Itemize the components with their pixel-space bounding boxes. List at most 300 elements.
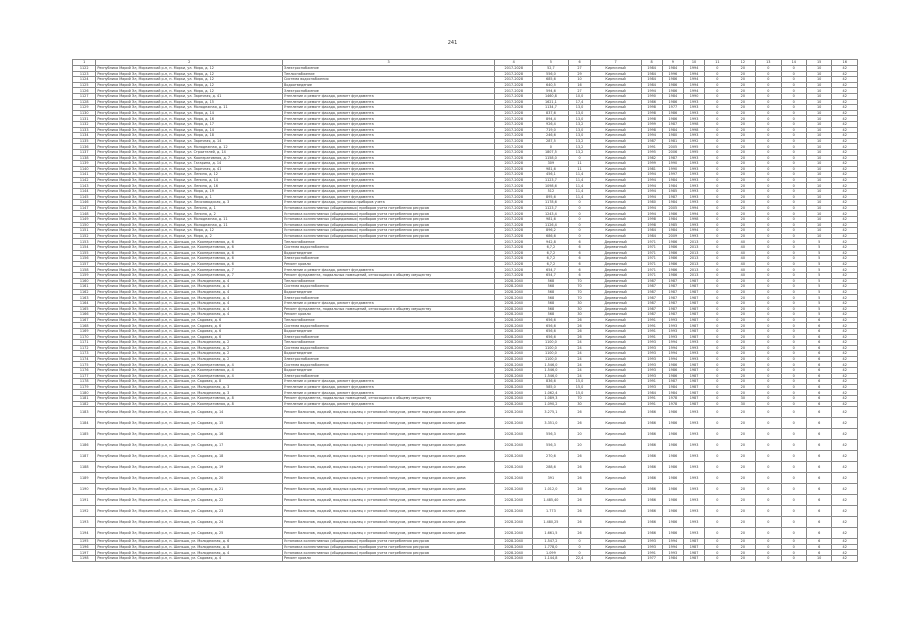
table-cell: Республика Марий Эл, Моркинский р-н, п. Шиньша, ул. Садовая, д. 8 xyxy=(96,379,283,385)
table-cell: 3.275,1 xyxy=(533,407,569,418)
table-cell: 0 xyxy=(569,155,590,161)
table-cell: 20 xyxy=(730,473,755,484)
table-cell: 2013 xyxy=(683,245,704,251)
table-cell: 1986 xyxy=(662,116,683,122)
table-cell: 1993 xyxy=(683,172,704,178)
table-cell: 1152 xyxy=(73,233,96,239)
table-cell: 16 xyxy=(569,82,590,88)
table-cell: 0 xyxy=(781,183,806,189)
table-cell: 1170 xyxy=(73,334,96,340)
table-cell: 2017-2028 xyxy=(495,256,533,262)
table-cell: 42 xyxy=(832,462,858,473)
table-cell: Кирпичный xyxy=(590,362,641,368)
table-cell: 42 xyxy=(832,312,858,318)
table-row xyxy=(73,418,858,429)
table-cell: 1169 xyxy=(73,328,96,334)
table-cell: 656,6 xyxy=(533,317,569,323)
table-cell: Республика Марий Эл, Моркинский р-н, п. Шиньша, ул. Садовая, д. 15 xyxy=(96,418,283,429)
table-cell: Утепление и ремонт фасада, ремонт фундамента xyxy=(283,267,495,273)
table-cell: 1993 xyxy=(641,539,662,545)
table-cell: 0 xyxy=(781,144,806,150)
table-cell: 0 xyxy=(756,418,781,429)
table-cell: 1994 xyxy=(683,71,704,77)
table-cell: 2028-2040 xyxy=(495,544,533,550)
table-cell: 10 xyxy=(806,110,831,116)
table-cell: Кирпичный xyxy=(590,407,641,418)
table-cell: Республика Марий Эл, Моркинский р-н, п. Шиньша, ул. Садовая, д. 25 xyxy=(96,528,283,539)
table-cell: 1986 xyxy=(641,440,662,451)
table-cell: 0 xyxy=(756,77,781,83)
table-cell: 1984 xyxy=(641,82,662,88)
table-cell: 20 xyxy=(730,368,755,374)
table-cell: 837,6 xyxy=(533,110,569,116)
table-cell: 0 xyxy=(705,200,730,206)
table-cell: 26 xyxy=(569,528,590,539)
table-cell: 0 xyxy=(781,295,806,301)
table-cell: 836,6 xyxy=(533,379,569,385)
table-cell: Кирпичный xyxy=(590,189,641,195)
table-cell: 0 xyxy=(705,451,730,462)
table-cell: 1977 xyxy=(641,556,662,562)
table-cell: Республика Марий Эл, Моркинский р-н, п. Морки, ул. Мира, д. 14 xyxy=(96,110,283,116)
table-cell: 6 xyxy=(569,239,590,245)
table-cell: 42 xyxy=(832,177,858,183)
table-cell: Республика Марий Эл, Моркинский р-н, п. Шиньша, ул. Молодежная, д. 4 xyxy=(96,278,283,284)
table-cell: Кирпичный xyxy=(590,222,641,228)
table-cell: Установка коллективных (общедомовых) приборов учета потребления ресурсов xyxy=(283,222,495,228)
table-cell: 1986 xyxy=(662,368,683,374)
table-cell: Кирпичный xyxy=(590,144,641,150)
table-cell: 1998 xyxy=(683,127,704,133)
table-cell: Республика Марий Эл, Моркинский р-н, п. Морки, ул. Молодежная, д. 11 xyxy=(96,222,283,228)
table-cell: 0 xyxy=(705,161,730,167)
table-cell: 2017-2028 xyxy=(495,166,533,172)
table-cell: 30 xyxy=(569,312,590,318)
table-cell: 42 xyxy=(832,544,858,550)
table-cell: Кирпичный xyxy=(590,345,641,351)
table-cell: 0 xyxy=(756,306,781,312)
table-cell: Республика Марий Эл, Моркинский р-н, п. Морки, ул. Мира, д. 14 xyxy=(96,127,283,133)
table-cell: Кирпичный xyxy=(590,82,641,88)
table-cell: 0 xyxy=(569,200,590,206)
table-cell: 1177 xyxy=(73,373,96,379)
table-cell: 1168 xyxy=(73,323,96,329)
table-cell: 20 xyxy=(730,177,755,183)
table-cell: 1993 xyxy=(641,384,662,390)
table-cell: 1984 xyxy=(662,127,683,133)
table-cell: 0 xyxy=(705,116,730,122)
table-cell: 2017-2028 xyxy=(495,194,533,200)
table-cell: 0 xyxy=(756,484,781,495)
table-cell: 24 xyxy=(569,373,590,379)
table-cell: 0 xyxy=(756,556,781,562)
table-cell: 42 xyxy=(832,217,858,223)
table-cell: 1993 xyxy=(683,473,704,484)
table-cell: 0 xyxy=(756,71,781,77)
table-cell: 30 xyxy=(569,306,590,312)
column-header: 12 xyxy=(730,60,755,66)
table-cell: 0 xyxy=(705,362,730,368)
table-row xyxy=(73,451,858,462)
table-cell: Республика Марий Эл, Моркинский р-н, п. Морки, ул. Молодежная, д. 11 xyxy=(96,105,283,111)
table-cell: 0 xyxy=(781,239,806,245)
table-cell: 0 xyxy=(781,256,806,262)
table-cell: 13,2 xyxy=(569,138,590,144)
table-cell: 1186 xyxy=(73,440,96,451)
table-cell: 2017-2028 xyxy=(495,161,533,167)
table-cell: 42 xyxy=(832,71,858,77)
table-row xyxy=(73,506,858,517)
table-cell: 42 xyxy=(832,356,858,362)
table-cell: 1460,8 xyxy=(533,93,569,99)
table-cell: 1987 xyxy=(683,300,704,306)
table-cell: 42 xyxy=(832,250,858,256)
table-cell: Республика Марий Эл, Моркинский р-н, п. Морки, ул. Мира, д. 12 xyxy=(96,66,283,72)
table-cell: 0 xyxy=(705,71,730,77)
table-cell: 1158 xyxy=(73,267,96,273)
table-cell: 1995 xyxy=(683,149,704,155)
table-cell: 0 xyxy=(781,484,806,495)
column-header: 3 xyxy=(283,60,495,66)
table-cell: 6 xyxy=(569,261,590,267)
table-cell: 20 xyxy=(730,71,755,77)
table-cell: 20 xyxy=(730,506,755,517)
table-cell: 42 xyxy=(832,368,858,374)
table-cell: 0 xyxy=(781,328,806,334)
table-cell: Теплоснабжение xyxy=(283,317,495,323)
table-cell: 1130 xyxy=(73,110,96,116)
table-cell: 0 xyxy=(705,539,730,545)
table-cell: 2028-2040 xyxy=(495,390,533,396)
table-cell: 1100,0 xyxy=(533,351,569,357)
table-cell: 0 xyxy=(781,278,806,284)
table-cell: 2013 xyxy=(683,267,704,273)
table-cell: 42 xyxy=(832,284,858,290)
table-cell: 0 xyxy=(705,340,730,346)
column-header: 10 xyxy=(683,60,704,66)
table-cell: 1990 xyxy=(683,93,704,99)
table-cell: 6 xyxy=(806,351,831,357)
table-cell: 42 xyxy=(832,418,858,429)
table-cell: 1987 xyxy=(641,138,662,144)
table-cell: 24 xyxy=(569,351,590,357)
table-cell: 0 xyxy=(756,133,781,139)
table-cell: 1181 xyxy=(73,396,96,402)
table-cell: 2017-2028 xyxy=(495,228,533,234)
table-cell: 0 xyxy=(756,539,781,545)
table-cell: 0 xyxy=(756,390,781,396)
table-cell: 42 xyxy=(832,550,858,556)
data-table-container xyxy=(72,59,858,562)
table-cell: 70 xyxy=(569,396,590,402)
table-cell: 20 xyxy=(730,451,755,462)
table-cell: 1987 xyxy=(662,289,683,295)
table-cell: 52,7 xyxy=(533,66,569,72)
table-cell: 2028-2040 xyxy=(495,300,533,306)
table-cell: 2005 xyxy=(662,144,683,150)
table-cell: 10 xyxy=(806,116,831,122)
table-cell: 1149 xyxy=(73,217,96,223)
table-cell: 0 xyxy=(756,368,781,374)
table-cell: 0 xyxy=(756,440,781,451)
table-cell: 2028-2040 xyxy=(495,373,533,379)
table-cell: 894,4 xyxy=(533,116,569,122)
table-cell: Республика Марий Эл, Моркинский р-н, п. Морки, ул. Мира, д. 12 xyxy=(96,228,283,234)
table-cell: 1180 xyxy=(73,390,96,396)
table-cell: 1.661,5 xyxy=(533,528,569,539)
table-cell: Теплоснабжение xyxy=(283,71,495,77)
table-cell: 0 xyxy=(705,373,730,379)
table-cell: Теплоснабжение xyxy=(283,340,495,346)
table-cell: 42 xyxy=(832,429,858,440)
table-cell: 1993 xyxy=(641,340,662,346)
table-cell: Кирпичный xyxy=(590,177,641,183)
table-cell: Водоотведение xyxy=(283,82,495,88)
table-cell: 0 xyxy=(705,99,730,105)
table-cell: 981,6 xyxy=(533,166,569,172)
table-cell: 1986 xyxy=(662,517,683,528)
table-cell: 686,6 xyxy=(533,233,569,239)
table-cell: Республика Марий Эл, Моркинский р-н, п. Шиньша, ул. Кооперативная, д. 8 xyxy=(96,401,283,407)
table-cell: 0 xyxy=(756,222,781,228)
table-cell: 1984 xyxy=(641,228,662,234)
table-cell: 0 xyxy=(756,328,781,334)
table-cell: 42 xyxy=(832,384,858,390)
table-cell: 42 xyxy=(832,110,858,116)
table-cell: 1986 xyxy=(641,506,662,517)
table-cell: 895,6 xyxy=(533,194,569,200)
table-cell: 0 xyxy=(705,556,730,562)
table-cell: 1984 xyxy=(662,93,683,99)
table-cell: 0 xyxy=(781,544,806,550)
table-cell: Республика Марий Эл, Моркинский р-н, п. Морки, ул. Ленина, д. 16 xyxy=(96,183,283,189)
table-cell: 0 xyxy=(781,550,806,556)
table-cell: Деревянный xyxy=(590,256,641,262)
table-cell: Республика Марий Эл, Моркинский р-н, п. Шиньша, ул. Молодежная, д. 4 xyxy=(96,312,283,318)
table-cell: 0 xyxy=(781,373,806,379)
table-cell: 20 xyxy=(730,390,755,396)
table-cell: 0 xyxy=(781,205,806,211)
table-cell: 6,7,2 xyxy=(533,256,569,262)
table-cell: 26 xyxy=(569,328,590,334)
table-cell: Республика Марий Эл, Моркинский р-н, п. Шиньша, ул. Садовая, д. 6 xyxy=(96,334,283,340)
table-cell: 1980 xyxy=(641,200,662,206)
table-cell: 0 xyxy=(705,312,730,318)
table-cell: 1162 xyxy=(73,289,96,295)
table-cell: Кирпичный xyxy=(590,544,641,550)
table-cell: 0 xyxy=(756,473,781,484)
table-cell: 42 xyxy=(832,272,858,278)
table-cell: 1986 xyxy=(662,528,683,539)
table-cell: 15,0 xyxy=(569,390,590,396)
table-cell: 1.089,3 xyxy=(533,396,569,402)
table-cell: 42 xyxy=(832,99,858,105)
table-cell: Республика Марий Эл, Моркинский р-н, п. Шиньша, ул. Молодежная, д. 2 xyxy=(96,340,283,346)
table-cell: 1159 xyxy=(73,272,96,278)
table-cell: 2028-2040 xyxy=(495,312,533,318)
table-cell: 2017-2028 xyxy=(495,66,533,72)
table-cell: 13,0 xyxy=(569,105,590,111)
table-cell: 30 xyxy=(569,401,590,407)
table-cell: 1987 xyxy=(641,289,662,295)
table-cell: 1137 xyxy=(73,149,96,155)
table-cell: 20 xyxy=(730,99,755,105)
table-cell: 1995 xyxy=(683,144,704,150)
table-cell: 1971 xyxy=(641,250,662,256)
table-cell: Кирпичный xyxy=(590,517,641,528)
table-cell: 1984 xyxy=(641,233,662,239)
table-cell: 1195 xyxy=(73,539,96,545)
table-cell: 0 xyxy=(781,506,806,517)
table-cell: Республика Марий Эл, Моркинский р-н, п. Шиньша, ул. Садовая, д. 17 xyxy=(96,440,283,451)
table-cell: 0 xyxy=(781,261,806,267)
table-cell: 0 xyxy=(705,429,730,440)
table-cell: 42 xyxy=(832,205,858,211)
table-cell: Кирпичный xyxy=(590,93,641,99)
table-cell: Республика Марий Эл, Моркинский р-н, п. Шиньша, ул. Кооперативная, д. 7 xyxy=(96,267,283,273)
table-cell: 42 xyxy=(832,517,858,528)
table-cell: Ремонт фундамента, подвальных помещений, относящихся к общему имуществу xyxy=(283,306,495,312)
table-cell: 1145 xyxy=(73,194,96,200)
table-cell: 2017-2028 xyxy=(495,121,533,127)
table-cell: 42 xyxy=(832,189,858,195)
table-cell: 20 xyxy=(730,228,755,234)
table-cell: 0 xyxy=(705,77,730,83)
table-cell: 1984 xyxy=(662,217,683,223)
table-cell: 42 xyxy=(832,396,858,402)
table-cell: Республика Марий Эл, Моркинский р-н, п. Шиньша, ул. Молодежная, д. 4 xyxy=(96,306,283,312)
table-cell: 1987 xyxy=(662,155,683,161)
table-cell: 0 xyxy=(781,127,806,133)
table-cell: 1984 xyxy=(641,77,662,83)
table-cell: 6 xyxy=(806,506,831,517)
table-cell: 20 xyxy=(730,317,755,323)
table-cell: 6 xyxy=(806,401,831,407)
table-cell: 0 xyxy=(705,396,730,402)
table-cell: 20 xyxy=(730,133,755,139)
table-cell: Республика Марий Эл, Моркинский р-н, п. Шиньша, ул. Молодежная, д. 4 xyxy=(96,284,283,290)
table-cell: 42 xyxy=(832,116,858,122)
table-cell: Кирпичный xyxy=(590,379,641,385)
table-cell: 1987 xyxy=(683,323,704,329)
table-cell: 1993 xyxy=(683,418,704,429)
table-cell: 20 xyxy=(730,418,755,429)
table-cell: 42 xyxy=(832,261,858,267)
table-cell: 20 xyxy=(730,362,755,368)
table-cell: 1183 xyxy=(73,407,96,418)
table-cell: 1993 xyxy=(641,351,662,357)
table-cell: Система водоснабжения xyxy=(283,345,495,351)
table-cell: 1994 xyxy=(641,183,662,189)
table-cell: 42 xyxy=(832,105,858,111)
table-cell: 11,4 xyxy=(569,183,590,189)
table-cell: 1174 xyxy=(73,356,96,362)
table-cell: 1987 xyxy=(662,194,683,200)
table-cell: 1132 xyxy=(73,121,96,127)
table-cell: Республика Марий Эл, Моркинский р-н, п. Шиньша, ул. Садовая, д. 14 xyxy=(96,407,283,418)
table-cell: 20 xyxy=(730,429,755,440)
table-cell: 1987 xyxy=(683,306,704,312)
table-cell: Ремонт балконов, лоджий, входных крылец с установкой пандусов, ремонт подъездов жилого дома xyxy=(283,418,495,429)
table-cell: 926,4 xyxy=(533,121,569,127)
table-cell: 10 xyxy=(806,194,831,200)
table-cell: 391 xyxy=(533,473,569,484)
table-cell: 0 xyxy=(756,429,781,440)
table-cell: 42 xyxy=(832,127,858,133)
table-cell: 1993 xyxy=(683,495,704,506)
table-cell: 1151 xyxy=(73,228,96,234)
table-cell: 20 xyxy=(730,172,755,178)
table-cell: Кирпичный xyxy=(590,105,641,111)
table-cell: 1182 xyxy=(73,401,96,407)
table-cell: Республика Марий Эл, Моркинский р-н, п. Морки, ул. Мира, д. 12 xyxy=(96,88,283,94)
table-cell: 1993 xyxy=(683,194,704,200)
table-cell: 42 xyxy=(832,93,858,99)
table-cell: 2028-2040 xyxy=(495,473,533,484)
table-cell: 1994 xyxy=(683,228,704,234)
table-cell: 1994 xyxy=(662,340,683,346)
table-cell: 1100,0 xyxy=(533,356,569,362)
table-cell: 5 xyxy=(806,272,831,278)
table-cell: 654,7 xyxy=(533,267,569,273)
table-cell: 1986 xyxy=(641,462,662,473)
table-cell: Республика Марий Эл, Моркинский р-н, п. Шиньша, ул. Молодежная, д. 4 xyxy=(96,550,283,556)
table-cell: 10 xyxy=(806,161,831,167)
table-cell: 0 xyxy=(781,429,806,440)
table-cell: 1987 xyxy=(683,289,704,295)
table-cell: 10 xyxy=(569,77,590,83)
table-cell: Республика Марий Эл, Моркинский р-н, п. Шиньша, ул. Молодежная, д. 2 xyxy=(96,356,283,362)
table-cell: 1986 xyxy=(662,82,683,88)
table-cell: Республика Марий Эл, Моркинский р-н, п. Морки, ул. Молодежная, д. 11 xyxy=(96,217,283,223)
table-cell: Кирпичный xyxy=(590,550,641,556)
table-cell: 1994 xyxy=(662,356,683,362)
table-cell: 11,4 xyxy=(569,194,590,200)
table-cell: 1994 xyxy=(683,82,704,88)
table-cell: 1978 xyxy=(662,401,683,407)
table-cell: Кирпичный xyxy=(590,323,641,329)
table-cell: 1194 xyxy=(73,528,96,539)
table-cell: 2013 xyxy=(683,239,704,245)
table-cell: 42 xyxy=(832,317,858,323)
table-cell: 1986 xyxy=(662,110,683,116)
table-cell: 1987 xyxy=(683,334,704,340)
table-cell: 10 xyxy=(806,189,831,195)
table-cell: 20 xyxy=(730,217,755,223)
table-cell: 1156 xyxy=(73,256,96,262)
table-cell: 1142 xyxy=(73,177,96,183)
table-cell: 10 xyxy=(806,217,831,223)
table-cell: 5 xyxy=(806,289,831,295)
table-cell: 1124 xyxy=(73,77,96,83)
table-cell: Утепление и ремонт фасада, установка приборов учета xyxy=(283,200,495,206)
table-cell: 24 xyxy=(569,356,590,362)
table-cell: 40 xyxy=(730,239,755,245)
table-cell: 42 xyxy=(832,506,858,517)
table-cell: Утепление и ремонт фасада, ремонт фундамента xyxy=(283,99,495,105)
table-cell: 2017-2028 xyxy=(495,177,533,183)
table-cell: 42 xyxy=(832,233,858,239)
table-cell: Республика Марий Эл, Моркинский р-н, п. Шиньша, ул. Кооперативная, д. 4 xyxy=(96,373,283,379)
table-cell: 42 xyxy=(832,556,858,562)
table-cell: 1993 xyxy=(683,116,704,122)
table-cell: Кирпичный xyxy=(590,334,641,340)
table-cell: 1146 xyxy=(73,200,96,206)
table-cell: 1987 xyxy=(683,396,704,402)
table-cell: 0 xyxy=(756,272,781,278)
table-cell: 0 xyxy=(705,177,730,183)
table-row xyxy=(73,462,858,473)
